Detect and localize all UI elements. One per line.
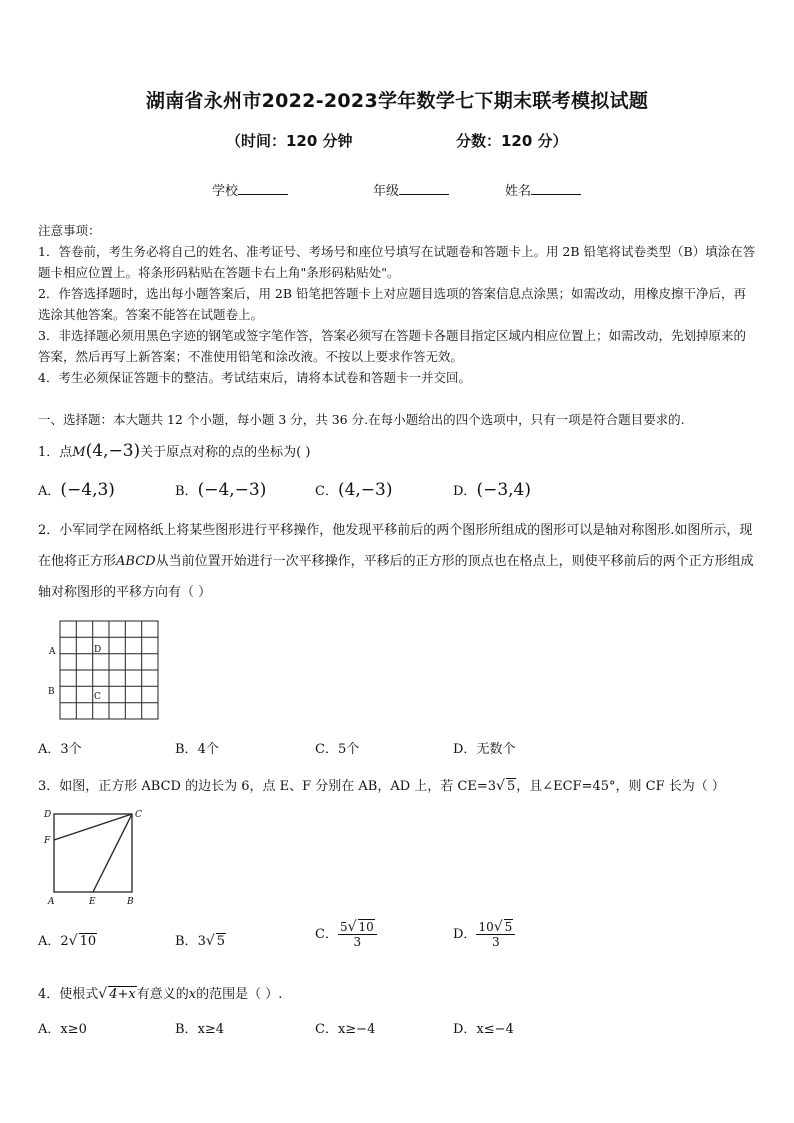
option-label: D． [453,1022,477,1037]
q3-option-d[interactable] [453,920,515,949]
fraction: $\frac{10√ 5}{3}$ [476,920,515,949]
q4-option-b[interactable] [175,1018,224,1037]
q2-option-d[interactable] [453,738,515,757]
option-label: C． [315,484,338,499]
option-value: (−4,3) [60,480,115,500]
q4-option-c[interactable] [315,1018,375,1037]
grade-blank [399,182,449,195]
q1-option-c[interactable] [315,480,393,500]
q2-text-a: 2．小军同学在网格纸上将某些图形进行平移操作，他发现平移前后的两个图形所组成的图形可以是轴对称图形.如图所示，现在他将正方形 [38,523,753,569]
notice-block [38,220,758,388]
q2-option-b[interactable] [175,738,219,757]
numerator-coef: 5 [339,920,348,934]
q1-option-d[interactable] [453,480,531,500]
notice-item: 4．考生必须保证答题卡的整洁。考试结束后，请将本试卷和答题卡一并交回。 [38,370,471,385]
question-1 [38,441,310,461]
notice-item: 3．非选择题必须用黑色字迹的钢笔或签字笔作答，答案必须写在答题卡各题目指定区域内相应位置上；如需改动，先划掉原来的答案，然后再写上新答案；不准使用铅笔和涂改液。不按以上要求作答无效。 [38,328,746,364]
numerator-radicand: 5 [504,920,513,934]
option-label: C． [315,1022,338,1037]
option-label: B． [175,1022,198,1037]
option-label: B． [175,934,198,949]
question-3: 3．如图，正方形 ABCD 的边长为 6，点 E、F 分别在 AB，AD 上，若 CE=3√ 5，且∠ECF=45°，则 CF 长为（ ） [38,778,725,794]
option-label: C． [315,927,338,942]
q1-suffix: 关于原点对称的点的坐标为( ) [140,445,311,460]
denominator: 3 [353,935,362,949]
q1-point-name: M [72,445,86,460]
option-label: D． [453,742,477,757]
grade-label: 年级 [373,184,400,199]
q3-option-b[interactable]: B．3√ 5 [175,933,226,949]
q4-var: x [188,987,197,1002]
square-label-c: C [135,810,142,820]
option-label: A． [38,484,61,499]
fraction: $\frac{5√ 10}{3}$ [338,920,377,949]
square-label-d: D [44,810,52,820]
option-value: (−3,4) [476,480,531,500]
q1-option-a[interactable] [38,480,115,500]
option-value: x≥−4 [337,1022,376,1037]
school-blank [238,182,288,195]
school-label: 学校 [212,184,239,199]
option-label: A． [38,934,61,949]
option-value: (−4,−3) [197,480,267,500]
option-value: x≤−4 [476,1022,514,1037]
numerator-radicand: 10 [358,920,374,934]
section-heading: 一、选择题：本大题共 12 个小题，每小题 3 分，共 36 分.在每小题给出的四个选项中，只有一项是符合题目要求的. [38,412,685,427]
option-label: B． [175,742,198,757]
q1-option-b[interactable] [175,480,266,500]
option-coef: 3 [197,934,206,949]
option-value: 4个 [197,742,219,757]
q1-point: (4,−3) [85,441,141,461]
numerator-coef: 10 [478,920,494,934]
grid-label-b: B [48,687,55,697]
exam-score: 分数：120 分） [456,132,568,150]
option-label: C． [315,742,338,757]
denominator: 3 [492,935,500,949]
option-value: 无数个 [476,742,516,757]
square-lines [54,814,132,892]
q4-text-a: 4．使根式 [38,987,99,1002]
notice-item: 2．作答选择题时，选出每小题答案后，用 2B 铅笔把答题卡上对应题目选项的答案信息点涂黑；如需改动，用橡皮擦干净后，再选涂其他答案。答案不能答在试题卷上。 [38,286,747,322]
q4-text-b: 有意义的 [136,987,189,1002]
q4-text-c: 的范围是（ ）. [196,987,283,1002]
q4-option-a[interactable] [38,1018,87,1037]
grid-label-d: D [94,645,102,655]
q3-text-a: 3．如图，正方形 ABCD 的边长为 6，点 E、F 分别在 AB，AD 上，若 CE=3 [38,779,497,794]
q2-shape: ABCD [116,554,156,569]
q1-prefix: 1．点 [38,445,73,460]
grid-label-a: A [49,647,56,657]
exam-time: （时间：120 分钟 [226,132,353,150]
q3-text-b: ，且∠ECF=45°，则 CF 长为（ ） [516,779,725,794]
q4-option-d[interactable] [453,1018,514,1037]
square-label-a: A [48,897,55,907]
name-field [505,180,581,199]
option-label: A． [38,742,61,757]
option-value: x≥0 [60,1022,87,1037]
square-label-f: F [44,836,51,846]
q4-radicand: 4+x [109,987,136,1002]
school-field [212,180,288,199]
square-label-e: E [89,897,96,907]
q3-radicand: 5 [506,779,516,794]
option-label: D． [453,484,477,499]
square-label-b: B [127,897,134,907]
page-title: 湖南省永州市2022-2023学年数学七下期末联考模拟试题 [145,90,649,112]
option-radicand: 5 [216,934,226,949]
option-label: A． [38,1022,61,1037]
name-label: 姓名 [505,184,532,199]
option-coef: 2 [60,934,69,949]
grade-field [373,180,449,199]
option-label: B． [175,484,198,499]
square-figure [40,806,152,908]
option-value: (4,−3) [337,480,393,500]
option-value: 3个 [60,742,82,757]
grid-figure [44,618,164,724]
q2-text-b: 从当前位置开始进行一次平移操作，平移后的正方形的顶点也在格点上，则使平移前后的两个正方形组成轴对称图形的平移方向有（ ） [38,554,754,600]
q2-option-c[interactable] [315,738,359,757]
q3-option-a[interactable]: A．2√ 10 [38,933,97,949]
option-label: D． [453,927,477,942]
option-value: x≥4 [197,1022,225,1037]
notice-heading: 注意事项： [38,223,101,238]
grid-lines [60,621,158,719]
option-value: 5个 [337,742,360,757]
grid-label-c: C [94,692,101,702]
q3-option-c[interactable] [315,920,377,949]
q2-option-a[interactable] [38,738,82,757]
notice-item: 1．答卷前，考生务必将自己的姓名、准考证号、考场号和座位号填写在试题卷和答题卡上。用 2B 铅笔将试卷类型（B）填涂在答题卡相应位置上。将条形码粘贴在答题卡右上角"条形码粘贴处"。 [38,244,756,280]
question-4: 4．使根式√ 4+x有意义的x的范围是（ ）. [38,986,283,1002]
question-2 [38,515,760,608]
option-radicand: 10 [79,934,97,949]
name-blank [531,182,581,195]
